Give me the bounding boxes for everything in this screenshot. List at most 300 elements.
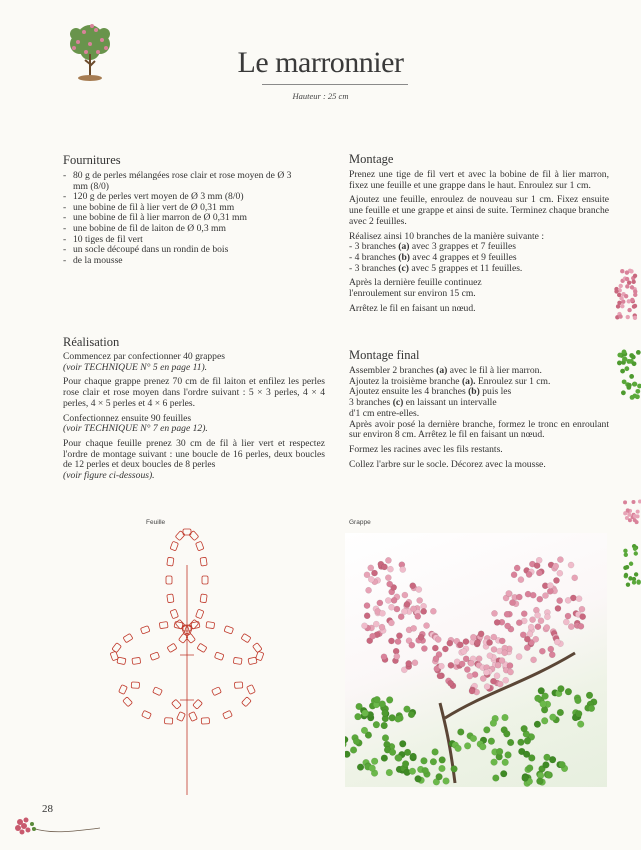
pink-bead [415, 613, 421, 619]
pink-bead [400, 566, 406, 572]
grappe-caption: Grappe [349, 519, 371, 526]
branch-line: - 3 branches (a) avec 3 grappes et 7 feuilles [349, 241, 517, 253]
sprig-bead [632, 361, 637, 366]
pink-bead [385, 557, 391, 563]
pink-bead [524, 645, 530, 651]
green-bead [500, 770, 507, 777]
pink-bead [528, 624, 534, 630]
pink-bead [438, 663, 444, 669]
pink-bead [463, 656, 469, 662]
green-bead [588, 705, 595, 712]
leaf-bead [131, 682, 139, 688]
pink-bead [364, 603, 370, 609]
green-bead [395, 716, 402, 723]
leaf-bead [175, 531, 185, 541]
sprig-bead [626, 385, 631, 390]
pink-bead [491, 634, 497, 640]
leaf-bead [196, 609, 204, 619]
sprig-bead [633, 293, 637, 297]
paragraph: Confectionnez ensuite 90 feuilles (voir TECHNIQUE N° 7 en page 12). [63, 412, 208, 435]
pink-bead [385, 597, 391, 603]
pink-bead [530, 592, 536, 598]
paragraph: Collez l'arbre sur le socle. Décorez avec la mousse. [349, 458, 546, 470]
sprig-bead [636, 579, 640, 583]
pink-bead [433, 656, 439, 662]
green-bead [557, 709, 564, 716]
green-bead [464, 742, 471, 749]
paragraph: Après la dernière feuille continuez l'enroulement sur environ 15 cm. [349, 277, 482, 300]
sprig-bead [626, 508, 630, 512]
sprig-bead [622, 379, 627, 384]
pink-bead [394, 653, 400, 659]
green-bead [373, 721, 380, 728]
pink-bead [555, 605, 561, 611]
pink-bead [447, 640, 453, 646]
green-bead [381, 722, 388, 729]
pink-bead [565, 613, 571, 619]
sprig-bead [634, 572, 638, 576]
sprig-bead [620, 304, 624, 308]
pink-bead [418, 634, 424, 640]
leaf-bead [170, 541, 178, 551]
paragraph: Formez les racines avec les fils restants. [349, 443, 503, 455]
leaf-bead [171, 699, 181, 709]
leaf-bead [123, 633, 133, 642]
sprig-bead [633, 547, 637, 551]
pink-bead [417, 597, 423, 603]
sprig-bead [617, 293, 621, 297]
green-bead [528, 755, 535, 762]
sprig-bead [633, 274, 637, 278]
green-bead [524, 738, 531, 745]
green-bead [502, 714, 509, 721]
green-bead [353, 738, 360, 745]
green-bead [505, 752, 512, 759]
assembly-line: 3 branches (c) en laissant un intervalle [349, 397, 497, 409]
green-bead [536, 778, 543, 785]
page-title: Le marronnier [237, 46, 404, 79]
sprig-bead [620, 269, 624, 273]
sprig-bead [629, 269, 633, 273]
sprig-bead [636, 350, 641, 355]
sprig-bead [630, 298, 634, 302]
sprig-bead [625, 565, 629, 569]
pink-bead [467, 673, 473, 679]
leaf-bead [166, 576, 172, 584]
sprig-bead [633, 316, 637, 320]
leaf-bead [159, 622, 168, 629]
pink-bead [381, 564, 387, 570]
leaf-bead [212, 687, 222, 696]
leaf-bead [153, 687, 163, 696]
pink-bead [442, 646, 448, 652]
pink-bead [572, 575, 578, 581]
pink-bead [494, 673, 500, 679]
green-bead [381, 755, 388, 762]
pink-bead [483, 669, 489, 675]
green-bead [436, 773, 443, 780]
green-bead [439, 765, 446, 772]
pink-bead [484, 683, 490, 689]
green-bead [362, 710, 369, 717]
leaf-bead [253, 643, 263, 653]
green-bead [355, 713, 362, 720]
leaf-bead [200, 557, 207, 566]
pink-bead [379, 610, 385, 616]
pink-bead [579, 606, 585, 612]
pink-bead [491, 610, 497, 616]
sprig-bead [621, 390, 626, 395]
leaf-bead [177, 712, 186, 722]
pink-bead [526, 571, 532, 577]
green-bead [534, 695, 541, 702]
green-bead [558, 685, 565, 692]
sprig-bead [617, 353, 622, 358]
green-bead [488, 738, 495, 745]
sprig-bead [626, 359, 631, 364]
montage-text [349, 170, 609, 318]
list-item: - 80 g de perles mélangées rose clair et rose moyen de Ø 3 mm (8/0) [63, 171, 303, 192]
green-bead [389, 714, 396, 721]
green-bead [345, 736, 348, 743]
pink-bead [490, 678, 496, 684]
pink-bead [534, 612, 540, 618]
leaf-bead [241, 633, 251, 642]
leaf-bead [256, 651, 264, 661]
leaf-bead [193, 699, 203, 709]
pink-bead [385, 575, 391, 581]
sprig-bead [624, 573, 628, 577]
green-bead [404, 706, 411, 713]
leaf-bead [247, 685, 256, 695]
paragraph: Après avoir posé la dernière branche, formez le tronc en enroulant sur environ 8 cm. Arrêtez le fil en faisant un nœud. [349, 418, 609, 441]
pink-bead [548, 646, 554, 652]
leaf-bead [233, 657, 242, 664]
green-bead [496, 748, 503, 755]
green-bead [522, 775, 529, 782]
pink-bead [557, 570, 563, 576]
green-bead [457, 729, 464, 736]
pink-bead [524, 636, 530, 642]
pink-bead [576, 596, 582, 602]
pink-bead [521, 611, 527, 617]
green-bead [586, 692, 593, 699]
leaf-bead [206, 622, 215, 629]
leaf-bead [150, 652, 160, 660]
green-bead [382, 710, 389, 717]
leaf-bead [196, 541, 204, 551]
footer-flower-icon [10, 810, 105, 840]
green-bead [470, 735, 477, 742]
assembly-line: Assembler 2 branches (a) avec le fil à lier marron. [349, 365, 542, 376]
green-bead [410, 753, 417, 760]
branch-line: - 3 branches (c) avec 5 grappes et 11 feuilles. [349, 262, 523, 274]
supplies-list [63, 171, 303, 266]
sprig-bead [629, 353, 634, 358]
sprig-bead [631, 280, 635, 284]
green-bead [490, 720, 497, 727]
pink-bead [459, 661, 465, 667]
pink-bead [507, 669, 513, 675]
pink-bead [535, 624, 541, 630]
pink-bead [509, 600, 515, 606]
pink-bead [504, 611, 510, 617]
green-bead [545, 772, 552, 779]
green-bead [357, 764, 364, 771]
pink-bead [421, 608, 427, 614]
pink-bead [518, 577, 524, 583]
sprig-bead [623, 549, 627, 553]
pink-bead [538, 618, 544, 624]
paragraph: Prenez une tige de fil vert et avec la bobine de fil à lier marron, fixez une feuille et une grappe dans le haut. Enroulez sur 1 cm. [349, 169, 609, 191]
pink-bead [396, 633, 402, 639]
green-bead [565, 688, 572, 695]
leaf-bead [223, 710, 233, 719]
leaf-bead [167, 557, 174, 566]
pink-bead [463, 639, 469, 645]
pink-bead [410, 606, 416, 612]
pink-bead [549, 652, 555, 658]
green-bead [577, 721, 584, 728]
pink-bead [377, 600, 383, 606]
leaf-bead [110, 651, 118, 661]
pink-bead [368, 576, 374, 582]
green-bead [540, 701, 547, 708]
pink-bead [388, 604, 394, 610]
leaf-bead [224, 626, 234, 634]
leaf-bead [214, 652, 224, 660]
sprig-bead [626, 582, 630, 586]
pink-bead [448, 662, 454, 668]
pink-bead [370, 633, 376, 639]
sprig-bead [628, 576, 632, 580]
green-bead [399, 740, 406, 747]
page-number: 28 [42, 803, 53, 815]
sprig-bead [625, 270, 629, 274]
realisation-heading: Réalisation [63, 335, 120, 349]
pink-bead [580, 614, 586, 620]
pink-bead [553, 563, 559, 569]
pink-bead [365, 587, 371, 593]
pink-bead [395, 638, 401, 644]
green-bead [439, 757, 446, 764]
pink-bead [516, 620, 522, 626]
pink-bead [547, 588, 553, 594]
leaf-bead [201, 718, 209, 724]
leaf-bead [174, 621, 183, 629]
pink-bead [487, 653, 493, 659]
leaf-bead [241, 697, 251, 707]
pink-bead [495, 662, 501, 668]
pink-bead [503, 677, 509, 683]
green-bead [345, 751, 350, 758]
green-bead [350, 747, 357, 754]
pink-bead [364, 613, 370, 619]
pink-bead [514, 565, 520, 571]
pink-bead [387, 581, 393, 587]
sprig-bead [620, 369, 625, 374]
green-bead [538, 687, 545, 694]
pink-bead [406, 660, 412, 666]
montage-heading: Montage [349, 152, 394, 166]
pink-bead [468, 660, 474, 666]
leaf-bead [202, 576, 208, 584]
pink-bead [448, 680, 454, 686]
green-bead [503, 730, 510, 737]
pink-bead [502, 650, 508, 656]
pink-bead [379, 624, 385, 630]
sprig-bead [630, 285, 634, 289]
green-bead [421, 757, 428, 764]
leaf-bead [197, 643, 207, 652]
pink-bead [480, 676, 486, 682]
list-item: - un socle découpé dans un rondin de bois [63, 245, 303, 256]
leaf-bead [119, 685, 128, 695]
sprig-bead [623, 500, 627, 504]
sprig-bead [622, 357, 627, 362]
pink-bead [539, 648, 545, 654]
leaf-bead [170, 609, 178, 619]
pink-bead [547, 583, 553, 589]
assembly-line: Ajoutez la troisième branche (a). Enroulez sur 1 cm. [349, 375, 551, 387]
green-bead [543, 761, 550, 768]
pink-bead [470, 634, 476, 640]
green-bead [521, 725, 528, 732]
pink-bead [505, 623, 511, 629]
pink-bead [404, 601, 410, 607]
sprig-bead [618, 284, 622, 288]
leaf-stem-wire [180, 565, 194, 795]
green-bead [443, 778, 450, 785]
sprig-bead [626, 315, 630, 319]
pink-bead [568, 624, 574, 630]
sprig-bead [631, 500, 635, 504]
pink-bead [506, 590, 512, 596]
pink-bead [371, 570, 377, 576]
paragraph: Pour chaque feuille prenez 30 cm de fil à lier vert et respectez l'ordre de montage suivant : une boucle de 16 perles, deux boucles de 12 perles et deux boucles de 8 perles (voir figure ci-dessous). [63, 437, 325, 482]
leaf-bead [123, 697, 133, 707]
green-bead [451, 766, 458, 773]
pink-bead [533, 636, 539, 642]
green-bead [455, 745, 462, 752]
sprig-bead [633, 382, 638, 387]
sprig-bead [632, 393, 637, 398]
fournitures-heading: Fournitures [63, 153, 121, 167]
green-bead [518, 739, 525, 746]
green-bead [507, 739, 514, 746]
sprig-bead [635, 389, 640, 394]
leaf-bead [167, 643, 177, 652]
list-item: - de la mousse [63, 256, 303, 267]
pink-bead [421, 645, 427, 651]
sprig-bead [617, 361, 622, 366]
sprig-bead [624, 553, 628, 557]
sprig-bead [634, 551, 638, 555]
sprig-bead [628, 518, 632, 522]
green-bead [402, 760, 409, 767]
green-bead [492, 775, 499, 782]
leaf-diagram [80, 525, 295, 800]
pink-bead [401, 608, 407, 614]
sprig-bead [617, 301, 621, 305]
pink-bead [409, 642, 415, 648]
list-item: - une bobine de fil à lier marron de Ø 0,31 mm [63, 213, 303, 224]
list-item: - une bobine de fil de laiton de Ø 0,3 mm [63, 224, 303, 235]
green-bead [541, 717, 548, 724]
grappe-photo [345, 533, 607, 787]
green-bead [371, 758, 378, 765]
green-bead [415, 775, 422, 782]
leaf-bead [112, 643, 122, 653]
pink-bead [553, 577, 559, 583]
realisation-text [63, 352, 325, 486]
pink-bead [568, 562, 574, 568]
leaf-bead [167, 594, 174, 603]
green-bead [395, 755, 402, 762]
pink-bead [537, 596, 543, 602]
paragraph: Arrêtez le fil en faisant un nœud. [349, 302, 476, 314]
green-bead [409, 768, 416, 775]
pink-bead [557, 557, 563, 563]
leaf-bead [142, 710, 152, 719]
green-bead [502, 759, 509, 766]
green-bead [408, 711, 415, 718]
sprig-bead [624, 366, 629, 371]
montage-final-text [349, 366, 609, 474]
sprig-bead [618, 314, 622, 318]
pink-bead [491, 646, 497, 652]
sprig-bead [622, 350, 627, 355]
figure-reference: (voir figure ci-dessous). [63, 470, 155, 482]
pink-bead [530, 657, 536, 663]
assembly-line: d'1 cm entre-elles. [349, 407, 420, 419]
green-bead [361, 727, 368, 734]
pink-bead [412, 660, 418, 666]
pink-bead [511, 572, 517, 578]
pink-bead [565, 597, 571, 603]
sprig-bead [627, 308, 631, 312]
decorative-sprig [596, 250, 641, 410]
pink-bead [563, 619, 569, 625]
sprig-bead [624, 294, 628, 298]
list-item: - 10 tiges de fil vert [63, 235, 303, 246]
pink-bead [373, 621, 379, 627]
pink-bead [544, 614, 550, 620]
list-item: - une bobine de fil à lier vert de Ø 0,31 mm [63, 203, 303, 214]
pink-bead [529, 617, 535, 623]
pink-bead [499, 638, 505, 644]
green-bead [559, 761, 566, 768]
pink-bead [544, 624, 550, 630]
pink-bead [391, 597, 397, 603]
leaf-bead [132, 657, 141, 664]
pink-bead [461, 648, 467, 654]
pink-bead [435, 636, 441, 642]
green-bead [386, 697, 393, 704]
green-bead [534, 721, 541, 728]
pink-bead [557, 598, 563, 604]
pink-bead [476, 656, 482, 662]
green-bead [369, 765, 376, 772]
green-bead [491, 759, 498, 766]
sprig-bead [632, 304, 636, 308]
pink-bead [432, 645, 438, 651]
sprig-bead [629, 562, 633, 566]
pink-bead [411, 625, 417, 631]
green-bead [549, 714, 556, 721]
pink-bead [469, 688, 475, 694]
pink-bead [388, 620, 394, 626]
